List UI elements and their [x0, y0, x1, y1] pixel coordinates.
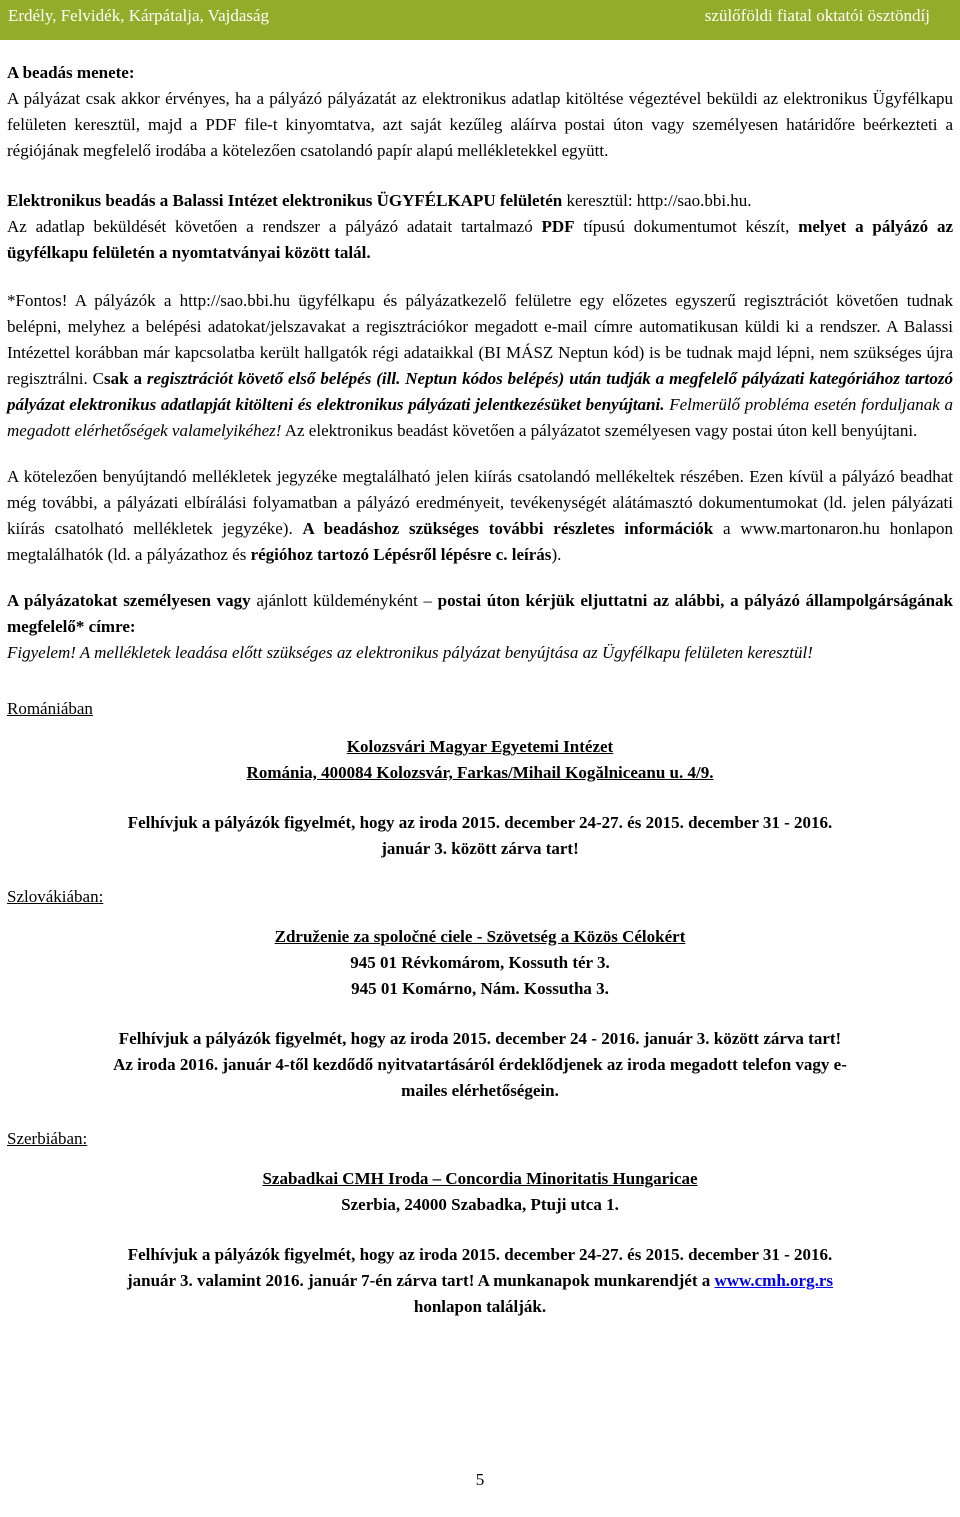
attention-paragraph: Figyelem! A mellékletek leadása előtt szükséges az elektronikus pályázat benyújtása az Ügyfélkapu felületen keresztül! [7, 643, 813, 662]
attachments-paragraph [7, 464, 953, 568]
submission-paragraph: A pályázat csak akkor érvényes, ha a pályázó pályázatát az elektronikus adatlap kitöltése végeztével beküldi az elektronikus Ügyfélkapu felületen keresztül, majd a PDF file-t kinyomtatva, azt saját kezűleg aláírva postai úton vagy személyesen határidőre beérkezteti a régiójának megfelelő irodába a kötelezően csatolandó papír alapú mellékletekkel együtt. [7, 89, 953, 160]
slovakia-label: Szlovákiában: [7, 887, 104, 906]
slovakia-address-1: 945 01 Révkomárom, Kossuth tér 3. [350, 953, 610, 972]
postal-b: ajánlott küldeményként – [250, 591, 438, 610]
pdf-paragraph-b: típusú dokumentumot készít, [574, 217, 799, 236]
attachments-e: ). [551, 545, 562, 564]
important-d: Felmerülő probléma esetén forduljanak a megadott elérhetőségek valamelyikéhez! [7, 395, 953, 440]
serbia-org: Szabadkai CMH Iroda – Concordia Minoritatis Hungaricae [262, 1169, 698, 1188]
page-number: 5 [475, 1470, 485, 1489]
header-banner [0, 0, 960, 40]
postal-a: A pályázatokat személyesen vagy [7, 591, 251, 610]
cmh-website-link[interactable]: www.cmh.org.rs [714, 1271, 833, 1290]
electronic-submission-url: keresztül: http://sao.bbi.hu. [562, 191, 752, 210]
attachments-b: A beadáshoz szükséges további részletes információk [302, 519, 714, 538]
serbia-notice-1: Felhívjuk a pályázók figyelmét, hogy az iroda 2015. december 24-27. és 2015. december 31 - 2016. [127, 1245, 833, 1264]
electronic-submission-paragraph [7, 188, 953, 214]
serbia-address: Szerbia, 24000 Szabadka, Ptuji utca 1. [341, 1195, 619, 1214]
slovakia-notice-3: mailes elérhetőségein. [401, 1081, 559, 1100]
important-e: Az elektronikus beadást követően a pályázatot személyesen vagy postai úton kell benyújtani. [281, 421, 918, 440]
attachments-c: a www.martonaron.hu honlapon megtalálhatók (ld. a pályázathoz és [7, 519, 953, 564]
romania-org: Kolozsvári Magyar Egyetemi Intézet [346, 737, 614, 756]
serbia-notice-3: honlapon találják. [413, 1297, 547, 1316]
romania-label: Romániában [7, 699, 93, 718]
slovakia-org: Združenie za spoločné ciele - Szövetség a Közös Célokért [274, 927, 686, 946]
header-regions: Erdély, Felvidék, Kárpátalja, Vajdaság [8, 6, 270, 25]
serbia-label: Szerbiában: [7, 1129, 88, 1148]
pdf-word: PDF [541, 217, 575, 236]
serbia-notice-2-text: január 3. valamint 2016. január 7-én zárva tart! A munkanapok munkarendjét a [126, 1271, 715, 1290]
serbia-notice-2 [7, 1268, 953, 1294]
postal-c: postai úton kérjük eljuttatni az alábbi, a pályázó állampolgárságának megfelelő* címre: [7, 591, 953, 636]
romania-notice-1: Felhívjuk a pályázók figyelmét, hogy az iroda 2015. december 24-27. és 2015. december 31 - 2016. [127, 813, 833, 832]
important-a: *Fontos! A pályázók a http://sao.bbi.hu ügyfélkapu és pályázatkezelő felületre egy előzetes egyszerű regisztrációt követően tudnak belépni, melyhez a belépési adatokat/jelszavakat a regisztrációkor megadott e-mail címre automatikusan küldi ki a rendszer. A Balassi Intézettel korábban már kapcsolatba került hallgatók régi adataikkal (BI MÁSZ Neptun kód) is be tudnak majd lépni, nem szükséges újra regisztrálni. C [7, 291, 953, 388]
important-c: regisztrációt követő első belépés (ill. Neptun kódos belépés) után tudják a megfelelő pályázati kategóriához tartozó pályázat elektronikus adatlapját kitölteni és elektronikus pályázati jelentkezésüket benyújtani. [7, 369, 953, 414]
romania-notice-2: január 3. között zárva tart! [381, 839, 579, 858]
section-title: A beadás menete: [7, 63, 135, 82]
attachments-a: A kötelezően benyújtandó mellékletek jegyzéke megtalálható jelen kiírás csatolandó mellékeltek részében. Ezen kívül a pályázó beadhat még további, a pályázati elbírálási folyamatban a pályázó eredményeit, tevékenységét alátámasztó dokumentumokat (ld. jelen pályázati kiírás csatolható mellékletek jegyzéke). [7, 467, 953, 538]
important-paragraph [7, 288, 953, 444]
pdf-paragraph [7, 214, 953, 266]
romania-address: Románia, 400084 Kolozsvár, Farkas/Mihail Kogălniceanu u. 4/9. [246, 763, 714, 782]
pdf-paragraph-bold: melyet a pályázó az ügyfélkapu felületén a nyomtatványai között talál. [7, 217, 954, 262]
pdf-paragraph-a: Az adatlap beküldését követően a rendszer a pályázó adatait tartalmazó [7, 217, 542, 236]
electronic-submission-bold: Elektronikus beadás a Balassi Intézet elektronikus ÜGYFÉLKAPU felületén [7, 191, 563, 210]
slovakia-notice-1: Felhívjuk a pályázók figyelmét, hogy az iroda 2015. december 24 - 2016. január 3. között zárva tart! [118, 1029, 842, 1048]
important-b: sak a [103, 369, 147, 388]
slovakia-notice-2: Az iroda 2016. január 4-től kezdődő nyitvatartásáról érdeklődjenek az iroda megadott telefon vagy e- [113, 1055, 847, 1074]
slovakia-address-2: 945 01 Komárno, Nám. Kossutha 3. [351, 979, 609, 998]
document-body [7, 60, 953, 1320]
attachments-d: régióhoz tartozó Lépésről lépésre c. leírás [250, 545, 552, 564]
header-program-name: szülőföldi fiatal oktatói ösztöndíj [704, 6, 930, 25]
postal-paragraph [7, 588, 953, 640]
